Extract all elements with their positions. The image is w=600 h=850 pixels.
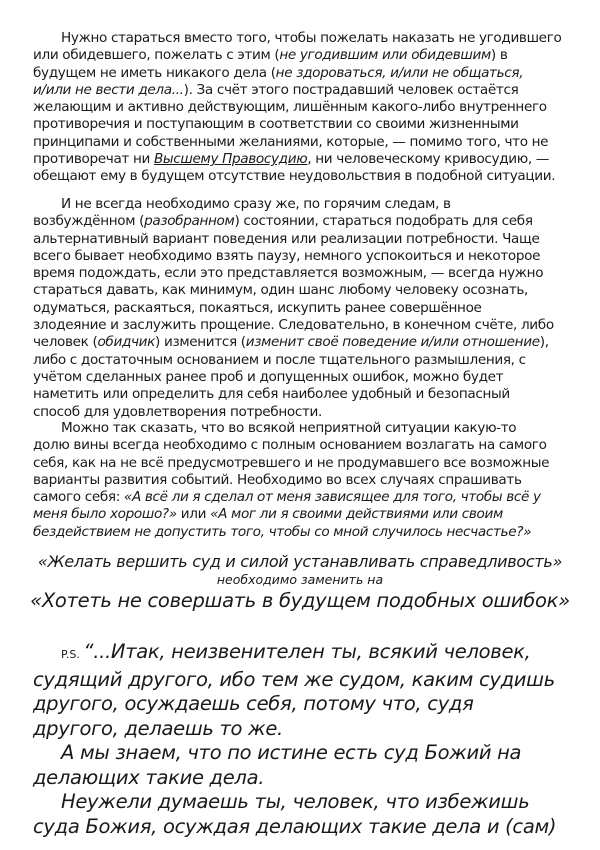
maxim-line-3: «Хотеть не совершать в будущем подобных ошибок» bbox=[30, 589, 570, 612]
italic-text: изменит своё поведение и/или отношение bbox=[245, 334, 540, 351]
text-segment: варианты развития событий. Необходимо во всех случаях спрашивать bbox=[33, 471, 522, 488]
text-segment: “...Итак, неизвенителен ты, всякий человек, bbox=[83, 640, 531, 663]
text-line bbox=[33, 231, 593, 248]
text-line bbox=[33, 99, 593, 116]
text-segment: способ для удовлетворения потребности. bbox=[33, 403, 322, 420]
text-line bbox=[33, 282, 593, 299]
text-line bbox=[33, 134, 593, 151]
text-line bbox=[33, 506, 593, 523]
text-segment: возбуждённом ( bbox=[33, 213, 145, 230]
text-line bbox=[33, 265, 593, 282]
text-segment: делающих такие дела. bbox=[33, 765, 265, 789]
text-line bbox=[33, 317, 593, 334]
text-line bbox=[33, 151, 593, 168]
text-segment: суда Божия, осуждая делающих такие дела и (сам) bbox=[33, 814, 557, 838]
text-line bbox=[33, 334, 593, 351]
text-line bbox=[33, 248, 593, 265]
text-segment: ) изменится ( bbox=[155, 334, 246, 351]
text-line bbox=[33, 213, 593, 230]
paragraph-2 bbox=[33, 196, 593, 421]
text-line bbox=[33, 717, 593, 742]
text-line bbox=[33, 692, 593, 717]
text-line bbox=[33, 437, 593, 454]
italic-text: «А всё ли я сделал от меня зависящее для того, чтобы всё у bbox=[123, 489, 541, 506]
text-segment: А мы знаем, что по истине есть суд Божий на bbox=[61, 741, 522, 764]
italic-text: разобранном bbox=[144, 213, 235, 230]
text-segment: ), bbox=[539, 334, 549, 351]
text-line bbox=[33, 386, 593, 403]
text-line bbox=[33, 741, 593, 766]
text-line bbox=[33, 30, 593, 47]
text-segment: учётом сделанных ранее проб и допущенных ошибок, можно будет bbox=[33, 368, 504, 385]
text-line bbox=[33, 815, 593, 840]
italic-text: бездействием не допустить того, чтобы со мной случилось несчастье?» bbox=[33, 523, 532, 540]
text-segment: Неужели думаешь ты, человек, что избежишь bbox=[61, 790, 530, 813]
text-line bbox=[33, 640, 593, 668]
italic-text: не здороваться, и/или не общаться, bbox=[275, 64, 524, 81]
text-line bbox=[33, 65, 593, 82]
italic-text: «А мог ли я своими действиями или своим bbox=[210, 506, 503, 523]
text-segment: альтернативный вариант поведения или реализации потребности. Чаще bbox=[33, 230, 540, 247]
maxim-line-1: «Желать вершить суд и силой устанавливать справедливость» bbox=[37, 552, 563, 571]
text-line bbox=[33, 47, 593, 64]
text-segment: стараться давать, как минимум, один шанс любому человеку осознать, bbox=[33, 282, 529, 299]
link-text: Высшему Правосудию bbox=[153, 151, 308, 168]
text-line bbox=[33, 369, 593, 386]
text-line bbox=[33, 404, 593, 421]
text-segment: Нужно стараться вместо того, чтобы пожелать наказать не угодившего bbox=[61, 30, 562, 46]
text-segment: долю вины всегда необходимо с полным основанием возлагать на самого bbox=[33, 437, 547, 454]
text-line bbox=[33, 420, 593, 437]
text-segment: противоречия и поступающим в соответствии со своими жизненными bbox=[33, 116, 519, 133]
text-segment: себя, как на не всё предусмотревшего и не продумавшего все возможные bbox=[33, 454, 550, 471]
text-segment: обещают ему в будущем отсутствие неудовольствия в подобной ситуации. bbox=[33, 168, 556, 185]
maxim-line-2: необходимо заменить на bbox=[216, 572, 384, 587]
text-line bbox=[33, 168, 593, 185]
text-segment: или обидевшего, пожелать с этим ( bbox=[33, 47, 280, 64]
text-segment: другого, делаешь то же. bbox=[33, 716, 283, 740]
text-segment: , ни человеческому кривосудию, — bbox=[307, 151, 550, 168]
text-segment: будущем не иметь никакого дела ( bbox=[33, 64, 276, 81]
text-segment: противоречат ни bbox=[33, 151, 154, 168]
paragraph-3 bbox=[33, 420, 593, 541]
paragraph-1 bbox=[33, 30, 593, 186]
text-line bbox=[33, 766, 593, 791]
ps-label: P.S. bbox=[61, 648, 84, 661]
text-line bbox=[33, 790, 593, 815]
text-line bbox=[33, 300, 593, 317]
text-line bbox=[33, 524, 593, 541]
text-line bbox=[33, 668, 593, 693]
text-segment: всего бывает необходимо взять паузу, немного успокоиться и некоторое bbox=[33, 247, 541, 264]
text-segment: одуматься, раскаяться, покаяться, искупить ранее совершённое bbox=[33, 299, 482, 316]
text-segment: ) состоянии, стараться подобрать для себя bbox=[234, 213, 533, 230]
text-line bbox=[33, 196, 593, 213]
text-segment: И не всегда необходимо сразу же, по горячим следам, в bbox=[61, 196, 451, 212]
text-segment: Можно так сказать, что во всякой неприятной ситуации какую-то bbox=[61, 420, 517, 436]
text-segment: злодеяние и заслужить прощение. Следовательно, в конечном счёте, либо bbox=[33, 317, 554, 334]
text-segment: принципами и собственными желаниями, которые, — помимо того, что не bbox=[33, 133, 549, 150]
italic-text: обидчик bbox=[97, 334, 156, 351]
text-segment: ). За счёт этого пострадавший человек остаётся bbox=[183, 81, 519, 98]
text-segment: судящий другого, ибо тем же судом, каким судишь bbox=[33, 667, 555, 691]
italic-text: и/или не вести дела... bbox=[33, 81, 184, 98]
text-segment: наметить или определить для себя наиболее удобный и безопасный bbox=[33, 386, 510, 403]
text-segment: время подождать, если это представляется возможным, — всегда нужно bbox=[33, 265, 544, 282]
text-segment: или bbox=[176, 506, 211, 523]
italic-text: не угодившим или обидевшим bbox=[279, 47, 491, 64]
text-segment: другого, осуждаешь себя, потому что, судя bbox=[33, 692, 474, 715]
text-segment: ) в bbox=[490, 47, 508, 64]
text-line bbox=[33, 472, 593, 489]
text-segment: желающим и активно действующим, лишённым какого-либо внутреннего bbox=[33, 99, 547, 116]
text-line bbox=[33, 489, 593, 506]
text-segment: либо с достаточным основанием и после тщательного размышления, с bbox=[33, 351, 526, 368]
text-line bbox=[33, 352, 593, 369]
text-line bbox=[33, 82, 593, 99]
postscript bbox=[33, 640, 593, 839]
text-segment: самого себя: bbox=[33, 489, 124, 506]
text-line bbox=[33, 116, 593, 133]
text-segment: человек ( bbox=[33, 334, 98, 351]
italic-text: меня было хорошо?» bbox=[33, 506, 177, 523]
text-line bbox=[33, 455, 593, 472]
